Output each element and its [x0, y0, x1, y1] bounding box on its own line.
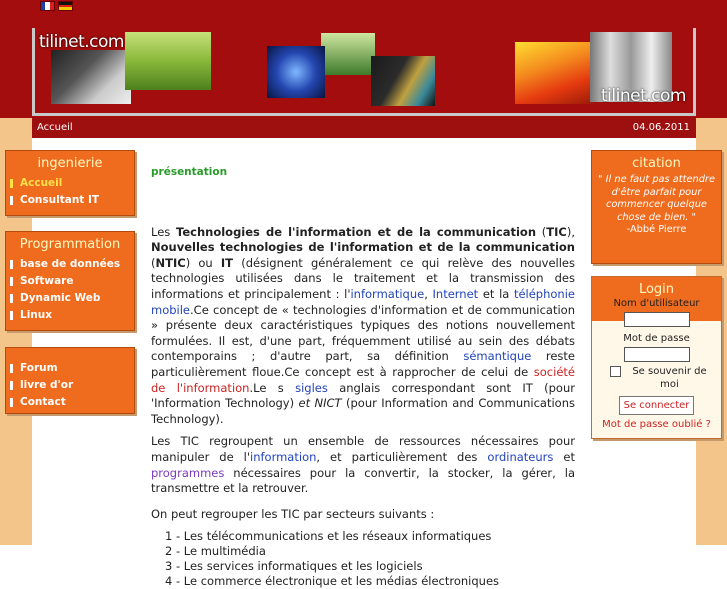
- remember-me-row: [592, 362, 721, 391]
- current-date: 04.06.2011: [632, 122, 690, 133]
- german-flag-icon[interactable]: [58, 1, 73, 11]
- citation-quote: " Il ne faut pas attendre d'être parfait pour commencer quelque chose de bien. ": [598, 174, 715, 223]
- menu-item-consultant-it[interactable]: Consultant IT: [10, 192, 134, 209]
- link-sigles[interactable]: sigles: [295, 380, 328, 395]
- sectors-intro: On peut regrouper les TIC par secteurs suivants :: [151, 506, 435, 521]
- forest-photo: [321, 33, 375, 75]
- link-information[interactable]: information: [250, 449, 317, 464]
- menu-ingenierie: [5, 150, 135, 216]
- list-item: 4 - Le commerce électronique et les médias électroniques: [165, 574, 500, 589]
- sectors-list: [151, 529, 575, 589]
- menu-programmation: [5, 231, 135, 331]
- bullet-icon: [10, 277, 13, 286]
- login-button[interactable]: Se connecter: [619, 396, 694, 415]
- username-input[interactable]: [624, 312, 690, 327]
- menu-item-software[interactable]: Software: [10, 273, 134, 290]
- cd-photo: [371, 56, 435, 106]
- link-semantique[interactable]: sémantique: [463, 349, 532, 364]
- bullet-icon: [10, 364, 13, 373]
- bullet-icon: [10, 381, 13, 390]
- menu-title: Programmation: [19, 237, 121, 252]
- grass-photo: [125, 32, 211, 90]
- bullet-icon: [10, 398, 13, 407]
- link-telephonie-mobile[interactable]: téléphonie mobile: [151, 286, 575, 317]
- menu-community: [5, 347, 135, 414]
- username-label: Nom d'utilisateur: [613, 298, 700, 309]
- bullet-icon: [10, 179, 13, 188]
- list-item: 3 - Les services informatiques et les logiciels: [165, 559, 423, 574]
- bullet-icon: [10, 294, 13, 303]
- logo-left[interactable]: tilinet.com: [39, 32, 124, 52]
- language-switcher: [40, 1, 73, 11]
- site-banner: [32, 28, 696, 116]
- citation-author: -Abbé Pierre: [626, 224, 687, 235]
- link-societe-information[interactable]: société de l'information: [151, 364, 575, 395]
- menu-item-base-de-donnees[interactable]: base de données: [10, 256, 134, 273]
- menu-item-contact[interactable]: Contact: [10, 394, 134, 411]
- login-box: [591, 276, 722, 439]
- remember-me-checkbox[interactable]: [610, 366, 621, 377]
- citation-box: [591, 150, 722, 264]
- login-title: Login: [638, 282, 675, 297]
- globe-photo: [267, 46, 325, 98]
- list-item: 1 - Les télécommunications et les réseaux informatiques: [165, 529, 492, 544]
- link-internet[interactable]: Internet: [432, 286, 479, 301]
- citation-title: citation: [632, 156, 681, 171]
- password-label: Mot de passe: [623, 333, 690, 344]
- link-ordinateurs[interactable]: ordinateurs: [487, 449, 554, 464]
- menu-item-linux[interactable]: Linux: [10, 307, 134, 324]
- logo-right[interactable]: tilinet.com: [601, 86, 686, 106]
- paint-photo: [515, 42, 593, 104]
- bullet-icon: [10, 196, 13, 205]
- page-title: présentation: [151, 166, 228, 178]
- forgot-password-link[interactable]: Mot de passe oublié ?: [602, 419, 711, 430]
- menu-item-livre-dor[interactable]: livre d'or: [10, 377, 134, 394]
- bullet-icon: [10, 260, 13, 269]
- intro-paragraph: Les Technologies de l'information et de la communication (TIC), Nouvelles technologies de l'information et de la communication (NTIC) ou IT (désignent généralement ce qui relève des nouvelles technologies utilisées dans le traitement et la transmission des informations et principalement : l'informatique, Internet et la téléphonie mobile.Ce concept de « technologies d'information et de communication » présente deux caractéristiques typiques des notions nouvellement formulées. Il est, d'une part, fréquemment utilisé au sein des débats contemporains ; d'autre part, sa définition sémantique reste particulièrement floue.Ce concept est à rapprocher de celui de société de l'information.Le s sigles anglais correspondant sont IT (pour 'Information Technology) et NICT (pour Information and Communications Technology).: [151, 224, 575, 426]
- breadcrumb-bar: [32, 118, 696, 138]
- password-input[interactable]: [624, 347, 690, 362]
- tic-paragraph: Les TIC regroupent un ensemble de ressources nécessaires pour manipuler de l'information, et particulièrement des ordinateurs et programmes nécessaires pour la convertir, la stocker, la gérer, la transmettre et la retrouver.: [151, 434, 575, 496]
- list-item: 2 - Le multimédia: [165, 544, 266, 559]
- menu-item-forum[interactable]: Forum: [10, 360, 134, 377]
- menu-item-dynamic-web[interactable]: Dynamic Web: [10, 290, 134, 307]
- main-content: [151, 150, 575, 589]
- menu-title: ingenierie: [37, 156, 103, 171]
- french-flag-icon[interactable]: [40, 1, 55, 11]
- breadcrumb-home[interactable]: Accueil: [37, 122, 73, 133]
- laptop-photo: [51, 50, 131, 104]
- link-informatique[interactable]: informatique: [350, 286, 425, 301]
- bullet-icon: [10, 311, 13, 320]
- menu-item-accueil[interactable]: Accueil: [10, 175, 134, 192]
- link-programmes[interactable]: programmes: [151, 465, 225, 480]
- remember-me-label: Se souvenir de moi: [632, 366, 707, 390]
